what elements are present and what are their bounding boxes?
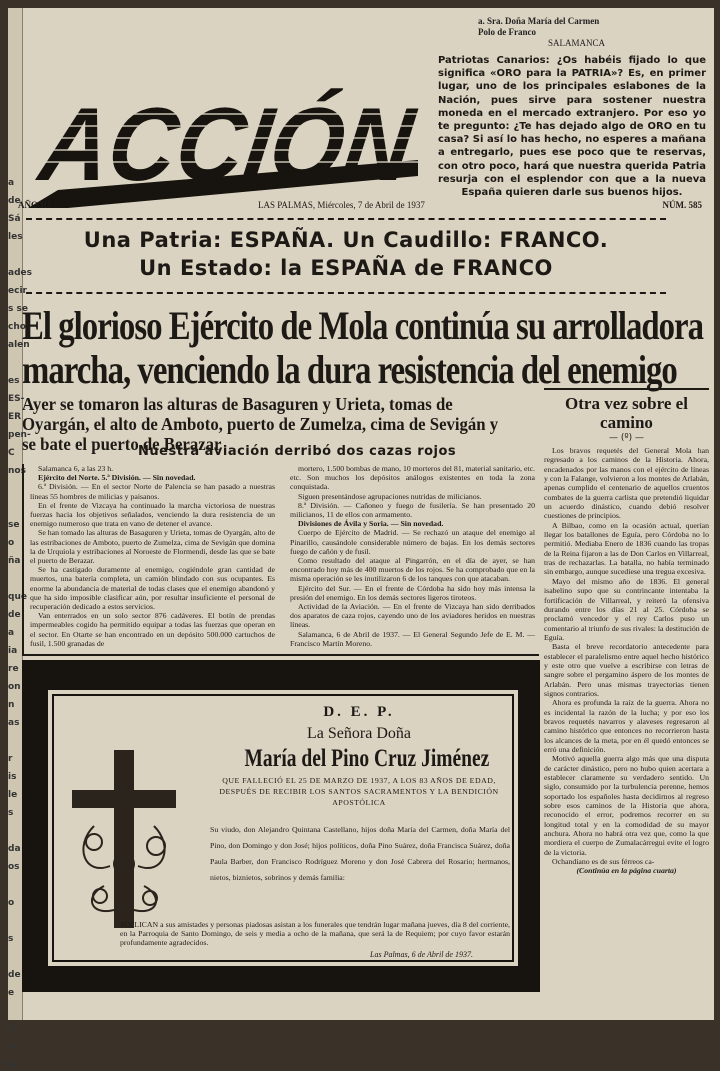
strip-fragment: s se <box>8 304 28 314</box>
strip-fragment: e <box>8 988 15 998</box>
strip-fragment: ta <box>8 1060 19 1070</box>
strip-fragment: r <box>8 754 13 764</box>
stamp-line-1: a. Sra. Doña María del Carmen <box>478 16 600 26</box>
oro-para-la-patria-notice: Patriotas Canarios: ¿Os habéis fijado lo que significa «ORO para la PATRIA»? Es, en primer lugar, uno de los principales eslabones de la Nación, pues sirve para sostener nuestra moneda en el mercado extranjero. Por eso yo te pregunto: ¿Te has dejado algo de ORO en tu casa? Si así lo has hecho, no esperes a mañana a entregarlo, pues ese poco que te reservas, con otro poco, hará que nuestra querida Patria resurja con el esplendor con que a la nueva España quieren darle sus buenos hijos. <box>438 55 706 199</box>
strip-fragment: s <box>8 808 14 818</box>
senora-label: La Señora Doña <box>307 725 411 742</box>
col2-para-5: Como resultado del ataque al Pingarrón, en el día de ayer, se han encontrado hoy más de 400 muertos de los rojos. Se ha comprobado que en la misma operación se les inutilizaron 6 de los tanques con que atacaban. <box>290 556 535 584</box>
issue-date: LAS PALMAS, Miércoles, 7 de Abril de 1937 <box>258 200 425 210</box>
side-article-rule: — (º) — <box>609 433 644 443</box>
address-stamp <box>478 16 678 49</box>
funeral-request: SUPLICAN a sus amistades y personas piadosas asistan a los funerales que tendrán lugar mañana jueves, día 8 del corriente, en la Parroquia de Santo Domingo, de seis y media a ocho de la mañana, que será la de Requiem; por cuyo favor estarán profundamente agradecidos. <box>120 920 510 947</box>
main-headline <box>22 303 704 392</box>
obituary-notice <box>22 660 540 992</box>
col2-para-7: Actividad de la Aviación. — En el frente de Vizcaya han sido derribados dos aparatos de caza rojos, cayendo uno de los aviadores heridos en nuestras líneas. <box>290 602 535 630</box>
dep-label: D. E. P. <box>323 704 395 720</box>
strip-fragment: es <box>8 376 20 386</box>
strip-fragment: n <box>8 700 15 710</box>
strip-fragment: de <box>8 970 21 980</box>
side-article-body <box>544 446 709 1016</box>
strip-fragment: on <box>8 682 21 692</box>
obituary-date: Las Palmas, 6 de Abril de 1937. <box>370 950 473 959</box>
side-continued-note: (Continúa en la página cuarta) <box>576 866 677 876</box>
col1-para-1: Ejército del Norte. 5.ª División. — Sin novedad. <box>38 473 196 483</box>
stamp-line-2: Polo de Franco <box>478 27 536 37</box>
strip-fragment <box>8 826 22 837</box>
col1-para-0: Salamanca 6, a las 23 h. <box>38 464 114 473</box>
strip-fragment: re <box>8 664 19 674</box>
strip-fragment: de <box>8 610 21 620</box>
motto-line-2: Un Estado: la ESPAÑA de FRANCO <box>139 256 553 280</box>
strip-fragment: is <box>8 772 17 782</box>
col2-para-2: 8.ª División. — Cañoneo y fuego de fusilería. Se han presentado 20 milicianos, 11 de ellos con armamento. <box>290 500 535 520</box>
strip-fragment: os <box>8 862 20 872</box>
col1-para-6: Van enterrados en un solo sector 876 cadáveres. El botín de prendas impermeables cogido ha permitido equipar a todas las fuerzas que operan en el sector. En Otarte se han encontrado en un depósito 500.000 cartuchos de fusil, 1.500 granadas de <box>30 611 275 648</box>
article-column-2 <box>290 464 535 650</box>
strip-fragment: ES- <box>8 394 25 404</box>
logo-text: ACCIÓN <box>33 86 461 203</box>
headline-line-2: marcha, venciendo la dura resistencia del enemigo <box>22 347 677 392</box>
issue-year: AÑO III <box>18 200 51 210</box>
col2-para-8: Salamanca, 6 de Abril de 1937. — El General Segundo Jefe de E. M. — Francisco Martín Moreno. <box>290 629 535 648</box>
strip-fragment: o <box>8 898 15 908</box>
strip-fragment: a <box>8 178 15 188</box>
obituary-heading <box>210 704 508 808</box>
deceased-name: María del Pino Cruz Jiménez <box>244 745 490 772</box>
strip-fragment: ecir <box>8 286 27 296</box>
strip-fragment <box>8 1006 22 1017</box>
accion-logo <box>28 58 461 208</box>
death-details: QUE FALLECIÓ EL 25 DE MARZO DE 1937, A LOS 83 AÑOS DE EDAD, DESPUÉS DE RECIBIR LOS SANTOS SACRAMENTOS Y LA BENDICIÓN APOSTÓLICA <box>219 776 499 807</box>
strip-fragment <box>8 484 22 495</box>
strip-fragment: cho <box>8 322 26 332</box>
strip-fragment: ades <box>8 268 32 278</box>
side-para-3: Basta el breve recordatorio antecedente para establecer el paralelismo entre aquel hecho histórico y este otro que vuelve a escribirse con letras de sangre sobre el pergamino áspero de los montes de Arlabán. Pero unas mismas trayectorias tienen signos contrarios. <box>544 642 709 698</box>
col1-para-5: Se ha castigado duramente al enemigo, cogiéndole gran cantidad de muertos, una batería completa, un camión blindado con sus ocupantes. Es enorme la abundancia de material de todas clases que el enemigo abandonó y que ha sido imposible clasificar aún, por resultar insuficiente el personal de recuperación dedicado a estos servicios. <box>30 565 275 612</box>
side-para-2: Mayo del mismo año de 1836. El general isabelino supo que su contrincante intentaba la fortificación de Villarreal, y reiteró la ofensiva durando entre los días 21 al 25. Córdoba se proclamó vencedor y el rey Carlos puso un comentario al triunfo de sus rivales: la destitución de Eguía. <box>544 576 709 642</box>
strip-fragment: ER <box>8 412 22 422</box>
aviation-subhead: Nuestra aviación derribó dos cazas rojos <box>138 444 457 459</box>
side-article-title: Otra vez sobre el camino <box>544 388 709 432</box>
strip-fragment: le <box>8 790 18 800</box>
strip-fragment: s <box>8 934 14 944</box>
issue-number: NÚM. 585 <box>662 200 702 210</box>
strip-fragment: ña <box>8 556 21 566</box>
side-para-4: Ahora es profunda la raíz de la guerra. Ahora no es incidental la razón de la lucha; y por eso los bravos requetés navarros y alaveses regresaron al camino histórico que entonces no recorrieron hasta los alcances de la meta, por en él quedó entonces se erró una definición. <box>544 698 709 754</box>
strip-fragment: Sá <box>8 214 21 224</box>
col2-para-6: Ejército del Sur. — En el frente de Córdoba ha sido hoy más intensa la presión del enemigo. En los demás sectores ligeros tiroteos. <box>290 583 535 602</box>
strip-fragment: ia <box>8 646 18 656</box>
strip-fragment: as <box>8 718 20 728</box>
strip-fragment <box>8 916 22 927</box>
strip-fragment <box>8 574 22 585</box>
strip-fragment: de <box>8 196 21 206</box>
strip-fragment <box>8 736 22 747</box>
cross-with-flowers-icon <box>64 746 184 932</box>
col2-para-0: mortero, 1.500 bombas de mano, 10 morteros del 81, material sanitario, etc. etc. Son muchos los depósitos análogos existentes en toda la zona conquistada. <box>290 464 535 492</box>
strip-fragment: a <box>8 628 15 638</box>
strip-fragment <box>8 880 22 891</box>
strip-fragment: re <box>8 1042 19 1052</box>
motto-line-1: Una Patria: ESPAÑA. Un Caudillo: FRANCO. <box>83 228 609 252</box>
col2-para-1: Siguen presentándose agrupaciones nutridas de milicianos. <box>298 491 482 501</box>
col2-para-3: Divisiones de Ávila y Soria. — Sin novedad. <box>298 519 444 529</box>
stamp-line-3: SALAMANCA <box>548 38 606 48</box>
subheadline: Ayer se tomaron las alturas de Basaguren y Urieta, tomas de Oyargán, el alto de Amboto, puerto de Zumelza, cima de Sevigán y se bate el puerto de Berazar <box>22 394 499 454</box>
obituary-inner-panel <box>48 690 518 966</box>
side-para-0: Los bravos requetés del General Mola han regresado a los caminos de la Historia. Ahora, encadenados por las manos con el ejército de líneas y con la Falange, volvieron a los montes de Arlabán, apenas cumplido el centenario de aquellos cruentos combates de la guerra carlista que pretendió liquidar un acuerdo dinástico, cuando debió resolver cuestiones de principios. <box>544 446 709 521</box>
strip-fragment: is <box>8 1024 17 1034</box>
side-para-1: A Bilbao, como en la ocasión actual, querían llegar los batallones de Eguía, pero Córdoba no lo permitió. Mediaba Enero de 1836 cuando las tropas de la Reina fijaron a las de Don Carlos en Villarreal, tras de rechazarlas. La batalla, no había terminado sin embargo, aunque sucediese una tregua excesiva. <box>544 520 709 577</box>
motto-box <box>26 218 666 294</box>
side-para-6: Ochandiano es de sus férreos ca- <box>552 857 655 867</box>
issue-info-bar <box>18 196 708 214</box>
col1-para-4: Se han tomado las alturas de Basaguren y Urieta, tomas de Oyargán, alto de las estribaciones de Amboto, puerto de Zumelza, cima de Sevigán que domina la de Urquiola y estribaciones al Noroeste de Flormendi, desde las que se bate el puerto de Berazar. <box>30 528 275 566</box>
strip-fragment <box>8 358 22 369</box>
strip-fragment <box>8 250 22 261</box>
strip-fragment: nos <box>8 466 26 476</box>
strip-fragment: o <box>8 538 15 548</box>
strip-fragment: les <box>8 232 23 242</box>
col2-para-4: Cuerpo de Ejército de Madrid. — Se rechazó un ataque del enemigo al Pinarillo, causándole considerable número de bajas. En los demás sectores fuego de cañón y de fusil. <box>290 528 535 556</box>
family-list: Su viudo, don Alejandro Quintana Castellano, hijos doña María del Carmen, doña María del Pino, don Domingo y don José; hijos políticos, doña Pino Suárez, doña Francisca Suárez, doña Paula Barber, don Francisco Rodríguez Moreno y don José Cabrera del Rosario; hermanos, nietos, biznietos, sobrinos y demás familia: <box>210 825 510 882</box>
war-report-article <box>22 464 539 656</box>
strip-fragment <box>8 952 22 963</box>
newspaper-page <box>8 8 714 1070</box>
side-para-5: Motivó aquella guerra algo más que una disputa de carácter dinástico, pero no hubo quien acertara a establecer claramente su verdadero sentido. Un siglo, consumido por la turbulencia perenne, hemos soportado los españoles hasta decidirnos al regreso sobre esos caminos de la Historia que ahora, reconocido el error, podremos recorrer en su longitud total y en la comodidad de su mayor anchura. Ahora no habrá otra vez que, como la que mordiera el cuerpo de Zumalacárregui evite el logro de la victoria. <box>544 754 709 857</box>
side-article <box>544 388 709 1016</box>
adjacent-page-strip <box>8 8 32 1070</box>
strip-fragment: que <box>8 592 27 602</box>
headline-line-1: El glorioso Ejército de Mola continúa su arrolladora <box>22 303 704 348</box>
col1-para-2: 6.ª División. — En el sector Norte de Palencia se han pasado a nuestras líneas 55 hombres de milicias y paisanos. <box>30 482 275 501</box>
col1-para-3: En el frente de Vizcaya ha continuado la marcha victoriosa de nuestras fuerzas hacia los objetivos señalados, venciendo la dura resistencia de un enemigo numeroso que trata en vano de detener el avance. <box>30 500 275 529</box>
article-column-1 <box>30 464 275 650</box>
strip-fragment: se <box>8 520 20 530</box>
strip-fragment: da <box>8 844 21 854</box>
strip-fragment: C <box>8 448 15 458</box>
strip-fragment: pen- <box>8 430 31 440</box>
strip-fragment <box>8 502 22 513</box>
logo-artwork <box>28 58 461 208</box>
strip-fragment: alen <box>8 340 30 350</box>
